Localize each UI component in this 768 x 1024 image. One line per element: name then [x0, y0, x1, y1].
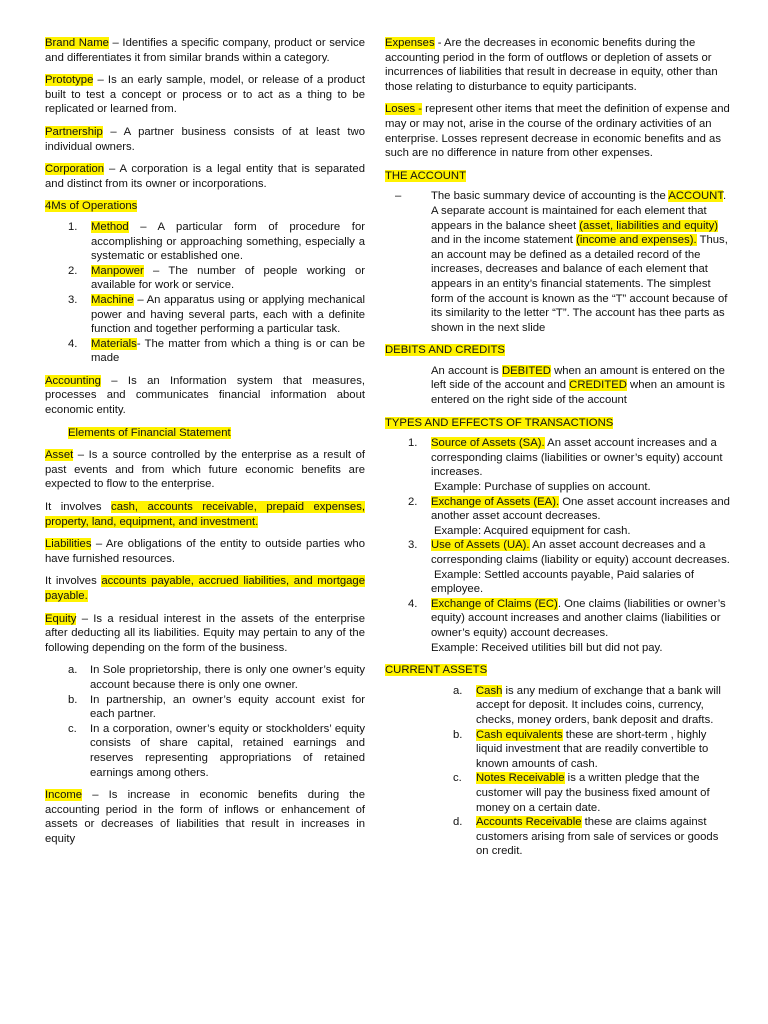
current-assets-list — [385, 684, 733, 859]
list-item: 3. Machine – An apparatus using or applying mechanical power and having several parts, each with a definite function and together performing a particular task. — [68, 293, 365, 336]
loses-definition: Loses - represent other items that meet the definition of expense and may or may not, arise in the course of the ordinary activities of an enterprise. Losses represent decrease in economic benefits and as such are no difference in nature from other expenses. — [385, 103, 730, 160]
term-highlight: Partnership — [45, 125, 103, 138]
left-column — [45, 36, 365, 847]
list-item: c. In a corporation, owner’s equity or stockholders’ equity consists of share capital, retained earnings and reserves representing appropriations of retained earnings among others. — [68, 722, 365, 779]
list-item: b. In partnership, an owner’s equity account exist for each partner. — [68, 693, 365, 721]
income-definition: Income – Is increase in economic benefits during the accounting period in the form of inflows or enhancement of assets or decreases of liabilities that result in increases in equity — [45, 789, 365, 845]
term-highlight: Use of Assets (UA). — [431, 539, 530, 552]
accounting-definition: Accounting – Is an Information system that measures, processes and communicates financial information about economic entity. — [45, 374, 365, 417]
current-assets-heading: CURRENT ASSETS — [385, 664, 488, 677]
asset-definition: Asset – Is a source controlled by the enterprise as a result of past events and from which future economic benefits are expected to flow to the enterprise. — [45, 449, 365, 491]
four-ms-heading: 4Ms of Operations — [45, 200, 138, 213]
term-highlight: Source of Assets (SA). — [431, 437, 545, 450]
list-item: a. Cash is any medium of exchange that a bank will accept for deposit. It includes coins, currency, checks, money orders, bank deposit and drafts. — [453, 684, 721, 726]
list-item: c. Notes Receivable is a written pledge that the customer will pay the business fixed amount of money on a certain date. — [453, 772, 710, 814]
liabilities-definition: Liabilities – Are obligations of the entity to outside parties who have furnished resources. — [45, 538, 365, 565]
list-item: 3. Use of Assets (UA). An asset account decreases and a corresponding claims (liability or equity) account decreases. Example: Settled accounts payable, Paid salaries of employee. — [408, 539, 730, 596]
types-list — [385, 436, 733, 655]
list-item: 1. Method – A particular form of procedure for accomplishing or approaching something, especially a systematic or established one. — [68, 220, 365, 263]
list-item: 1. Source of Assets (SA). An asset account increases and a corresponding claims (liabilities or owner’s equity) account increases. Example: Purchase of supplies on account. — [408, 437, 723, 494]
brand-name-definition: Brand Name – Identifies a specific company, product or service and differentiates it from similar brands within a category. — [45, 37, 365, 64]
right-column — [385, 36, 733, 867]
four-ms-list — [45, 220, 365, 366]
list-item: 2. Exchange of Assets (EA). One asset account increases and another asset account decreases. Example: Acquired equipment for cash. — [408, 495, 730, 537]
term-highlight: Machine — [91, 293, 134, 306]
term-highlight: Brand Name — [45, 37, 109, 49]
list-item: b. Cash equivalents these are short-term , highly liquid investment that are readily convertible to known amounts of cash. — [453, 728, 709, 770]
term-highlight: Method — [91, 220, 129, 233]
elements-heading: Elements of Financial Statement — [68, 426, 231, 439]
term-highlight: Accounts Receivable — [476, 816, 582, 829]
partnership-definition: Partnership – A partner business consists of at least two individual owners. — [45, 125, 365, 153]
term-highlight: Corporation — [45, 163, 105, 176]
term-highlight: Expenses — [385, 37, 435, 49]
types-heading: TYPES AND EFFECTS OF TRANSACTIONS — [385, 416, 614, 429]
asset-involves: It involves cash, accounts receivable, prepaid expenses, property, land, equipment, and investment. — [45, 501, 365, 528]
term-highlight: Income — [45, 789, 83, 802]
term-highlight: Exchange of Assets (EA). — [431, 495, 560, 508]
debits-credits-heading: DEBITS AND CREDITS — [385, 344, 505, 357]
term-highlight: Equity — [45, 612, 77, 625]
term-highlight: Cash — [476, 684, 503, 697]
the-account-paragraph: – The basic summary device of accounting is the ACCOUNT. A separate account is maintained for each element that appears in the balance sheet (asset, liabilities and equity) and in the income statement (income and expenses). Thus, an account may be defined as a detailed record of the increases, decreases and balance of each element that appears in an entity’s financial statements. The simplest form of the account is known as the “T” account because of its similarity to the letter “T”. The account has thee parts as shown in the next slide — [395, 190, 728, 334]
term-highlight: Loses - — [385, 103, 423, 116]
equity-list — [45, 663, 365, 780]
term-highlight: Prototype — [45, 74, 94, 87]
list-item: 2. Manpower – The number of people working or available for work or service. — [68, 264, 365, 292]
the-account-heading: THE ACCOUNT — [385, 169, 466, 182]
term-highlight: Liabilities — [45, 538, 92, 551]
equity-definition: Equity – Is a residual interest in the assets of the enterprise after deducting all its liabilities. Equity may pertain to any of the following depending on the form of the business. — [45, 612, 365, 654]
term-highlight: Notes Receivable — [476, 772, 565, 785]
list-item: 4. Exchange of Claims (EC). One claims (liabilities or owner’s equity) account increases and another claims (liabilities or owner’s equity) account decreases. Example: Received utilities bill but did not pay. — [408, 597, 726, 654]
term-highlight: Cash equivalents — [476, 728, 563, 741]
liabilities-involves: It involves accounts payable, accrued liabilities, and mortgage payable. — [45, 575, 365, 602]
list-item: a. In Sole proprietorship, there is only one owner’s equity account because there is only one owner. — [68, 664, 365, 691]
term-highlight: Asset — [45, 449, 74, 462]
prototype-definition: Prototype – Is an early sample, model, or release of a product built to test a concept or process or to act as a thing to be replicated or learned from. — [45, 74, 365, 116]
term-highlight: Exchange of Claims (EC) — [431, 597, 558, 610]
term-highlight: Manpower — [91, 264, 144, 277]
list-item: 4. Materials- The matter from which a thing is or can be made — [68, 337, 365, 365]
corporation-definition: Corporation – A corporation is a legal entity that is separated and distinct from its owner or incorporations. — [45, 163, 365, 190]
term-highlight: Accounting — [45, 374, 101, 387]
term-highlight: Materials — [91, 337, 137, 350]
debits-credits-paragraph: An account is DEBITED when an amount is entered on the left side of the account and CREDITED when an amount is entered on the right side of the account — [431, 364, 725, 407]
expenses-definition: Expenses - Are the decreases in economic benefits during the accounting period in the form of outflows or depletion of assets or incurrences of liabilities that result in decrease in equity, other than those relating to disturbance to equity participants. — [385, 37, 718, 93]
list-item: d. Accounts Receivable these are claims against customers arising from sale of services or goods on credit. — [453, 816, 719, 858]
